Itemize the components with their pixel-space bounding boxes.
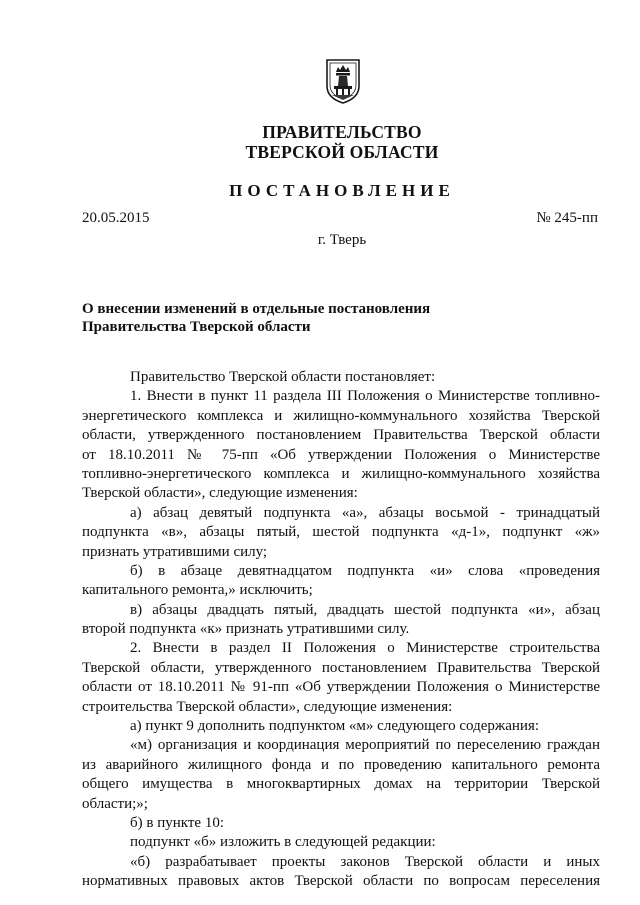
tver-coat-of-arms-icon xyxy=(326,58,360,104)
document-body xyxy=(82,368,600,892)
body-text-line: «м) организация и координация мероприятий по переселению граждан xyxy=(130,737,600,754)
body-text-line: б) в пункте 10: xyxy=(130,814,224,831)
body-text-line: 2. Внести в раздел II Положения о Министерстве строительства xyxy=(130,640,600,657)
body-text-line: подпункт «б» изложить в следующей редакции: xyxy=(130,834,436,851)
body-text-line: Тверской области, утвержденного постановлением Правительства Тверской xyxy=(82,659,600,676)
document-title xyxy=(82,300,562,336)
organization-name-line2: ТВЕРСКОЙ ОБЛАСТИ xyxy=(245,142,439,162)
document-number: № 245-пп xyxy=(536,210,598,226)
body-text-line: Тверской области», следующие изменения: xyxy=(82,485,358,502)
body-text-line: строительства Тверской области», следующие изменения: xyxy=(82,698,453,715)
body-text-line: а) пункт 9 дополнить подпунктом «м» следующего содержания: xyxy=(130,718,540,735)
document-type: ПОСТАНОВЛЕНИЕ xyxy=(229,181,455,200)
document-title-line: Правительства Тверской области xyxy=(82,319,311,335)
body-text-line: подпункта «в», абзацы пятый, шестой подпункта «д-1», подпункт «ж» xyxy=(82,524,600,541)
body-text-line: области, утвержденного постановлением Правительства Тверской области xyxy=(82,427,600,444)
body-text-line: из аварийного жилищного фонда и по проведению капитального ремонта xyxy=(82,756,600,773)
body-text-line: б) в абзаце девятнадцатом подпункта «и» слова «проведения xyxy=(130,562,600,579)
body-text-line: нормативных правовых актов Тверской области по вопросам переселения xyxy=(82,873,600,890)
body-text-line: топливно-энергетического комплекса и жилищно-коммунального хозяйства xyxy=(82,465,600,482)
document-city: г. Тверь xyxy=(317,232,367,248)
body-text-line: 1. Внести в пункт 11 раздела III Положения о Министерстве топливно- xyxy=(130,388,600,405)
body-text-line: а) абзац девятый подпункта «а», абзацы восьмой - тринадцатый xyxy=(130,504,600,521)
body-text-line: признать утратившими силу; xyxy=(82,543,268,560)
document-date: 20.05.2015 xyxy=(82,210,150,226)
organization-name-line1: ПРАВИТЕЛЬСТВО xyxy=(262,122,422,142)
body-text-line: «б) разрабатывает проекты законов Тверской области и иных xyxy=(130,853,600,870)
body-text-line: второй подпункта «к» признать утратившими силу. xyxy=(82,621,410,638)
document-title-line: О внесении изменений в отдельные постановления xyxy=(82,301,431,317)
body-text-line: общего имущества в многоквартирных домах на территории Тверской xyxy=(82,776,600,793)
body-text-line: в) абзацы двадцать пятый, двадцать шестой подпункта «и», абзац xyxy=(130,601,600,618)
body-text-line: капитального ремонта,» исключить; xyxy=(82,582,313,599)
body-text-line: области;»; xyxy=(82,795,148,812)
body-text-line: Правительство Тверской области постановляет: xyxy=(130,369,436,385)
body-text-line: энергетического комплекса и жилищно-коммунального хозяйства Тверской xyxy=(82,407,600,424)
body-text-line: области от 18.10.2011 № 91-пп «Об утверждении Положения о Министерстве xyxy=(82,679,600,696)
body-text-line: от 18.10.2011 № 75-пп «Об утверждении Положения о Министерстве xyxy=(82,446,600,463)
